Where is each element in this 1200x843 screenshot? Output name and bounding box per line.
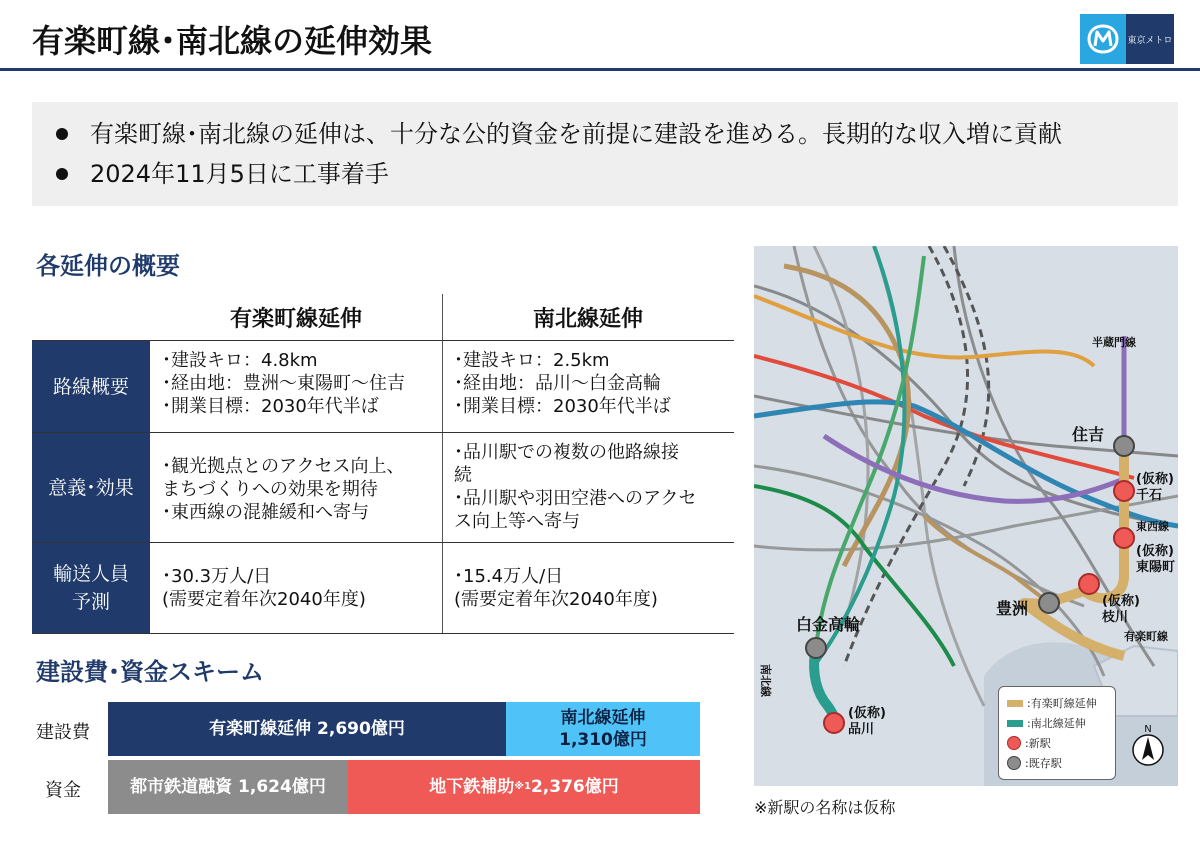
station-label-edagawa: (仮称) 枝川 — [1102, 594, 1140, 625]
table-cell — [150, 341, 442, 432]
table-cell — [150, 543, 442, 633]
north-label: N — [1144, 724, 1152, 735]
station-senseki — [1114, 481, 1134, 501]
header-divider — [0, 68, 1200, 71]
bar-label: 南北線延伸 — [560, 708, 646, 728]
bullet-dot-icon — [56, 168, 68, 180]
cost-bar-namboku — [506, 702, 700, 756]
station-label-toyocho: (仮称) 東陽町 — [1136, 544, 1176, 575]
metro-logo-text: 東京メトロ — [1126, 14, 1174, 64]
table-cell — [442, 543, 734, 633]
table-cell — [442, 341, 734, 432]
cost-label: 建設費 — [36, 722, 90, 743]
route-map — [754, 246, 1178, 786]
summary-bullet — [56, 114, 1154, 154]
legend-label: :有楽町線延伸 — [1027, 697, 1097, 710]
cell-text: ･建設キロ：2.5km ･経由地：品川～白金高輪 ･開業目標：2030年代半ば — [454, 350, 671, 417]
station-shinagawa — [824, 713, 844, 733]
station-label-sumiyoshi: 住吉 — [1072, 425, 1105, 444]
summary-bullet-text: 2024年11月5日に工事着手 — [90, 160, 389, 188]
fund-bar-subsidy — [348, 760, 700, 814]
bar-value: 1,310億円 — [559, 730, 647, 750]
row-label: 意義･効果 — [32, 433, 150, 542]
line-label-hanzomon: 半蔵門線 — [1092, 336, 1136, 349]
cell-text: ･30.3万人/日 (需要定着年次2040年度) — [162, 566, 366, 610]
summary-bullet — [56, 154, 1154, 194]
legend-label: :既存駅 — [1025, 757, 1062, 770]
bar-value: 2,376億円 — [530, 777, 619, 797]
table-cell — [442, 433, 734, 542]
table-cell — [150, 433, 442, 542]
station-sumiyoshi — [1114, 436, 1134, 456]
legend-swatch — [1007, 720, 1023, 727]
bar-label: 都市鉄道融資 1,624億円 — [130, 777, 326, 797]
cell-text: ･建設キロ：4.8km ･経由地：豊洲～東陽町～住吉 ･開業目標：2030年代半ば — [162, 350, 405, 417]
legend-label: :新駅 — [1025, 737, 1051, 750]
bullet-dot-icon — [56, 128, 68, 140]
table-row — [32, 542, 734, 634]
legend-item — [1007, 693, 1107, 713]
legend-item — [1007, 753, 1107, 773]
station-edagawa — [1079, 574, 1099, 594]
row-label: 路線概要 — [32, 341, 150, 432]
metro-m-icon — [1080, 14, 1126, 64]
metro-logo — [1080, 14, 1174, 64]
station-shirokane — [806, 638, 826, 658]
station-label-shirokane: 白金高輪 — [796, 615, 861, 634]
cell-text: ･観光拠点とのアクセス向上、 まちづくりへの効果を期待 ･東西線の混雑緩和へ寄与 — [162, 456, 405, 523]
legend-item — [1007, 713, 1107, 733]
footnote-mark: ※1 — [514, 781, 531, 792]
station-label-toyosu: 豊洲 — [996, 599, 1029, 618]
fund-bar-loan — [108, 760, 348, 814]
row-label: 輸送人員 予測 — [32, 543, 150, 633]
station-toyocho — [1114, 528, 1134, 548]
line-label-namboku: 南北線 — [759, 664, 772, 697]
bar-label: 地下鉄補助 — [429, 777, 515, 797]
legend-swatch — [1007, 700, 1023, 707]
legend-item — [1007, 733, 1107, 753]
north-arrow-icon — [1130, 722, 1166, 768]
table-row — [32, 340, 734, 432]
page-title: 有楽町線･南北線の延伸効果 — [32, 22, 433, 60]
fund-label: 資金 — [45, 780, 81, 801]
cell-text: ･品川駅での複数の他路線接 続 ･品川駅や羽田空港へのアクセ ス向上等へ寄与 — [454, 442, 697, 532]
summary-bullet-text: 有楽町線･南北線の延伸は、十分な公的資金を前提に建設を進める。長期的な収入増に貢献 — [90, 120, 1062, 148]
cost-bar-yurakucho — [108, 702, 506, 756]
funding-section-title: 建設費･資金スキーム — [36, 658, 264, 686]
map-legend — [998, 686, 1116, 780]
cell-text: ･15.4万人/日 (需要定着年次2040年度) — [454, 566, 658, 610]
overview-section-title: 各延伸の概要 — [36, 252, 180, 280]
station-toyosu — [1039, 593, 1059, 613]
column-header-namboku: 南北線延伸 — [532, 306, 643, 332]
table-row — [32, 432, 734, 542]
summary-box — [32, 102, 1178, 206]
line-label-tozai: 東西線 — [1136, 520, 1169, 533]
column-header-yurakucho: 有楽町線延伸 — [229, 306, 362, 332]
legend-swatch — [1007, 736, 1021, 750]
station-label-senseki: (仮称) 千石 — [1136, 472, 1174, 503]
line-label-yurakucho: 有楽町線 — [1124, 630, 1168, 643]
bar-label: 有楽町線延伸 2,690億円 — [209, 719, 405, 739]
map-footnote: ※新駅の名称は仮称 — [754, 798, 896, 817]
legend-swatch — [1007, 756, 1021, 770]
station-label-shinagawa: (仮称) 品川 — [848, 706, 886, 737]
legend-label: :南北線延伸 — [1027, 717, 1086, 730]
